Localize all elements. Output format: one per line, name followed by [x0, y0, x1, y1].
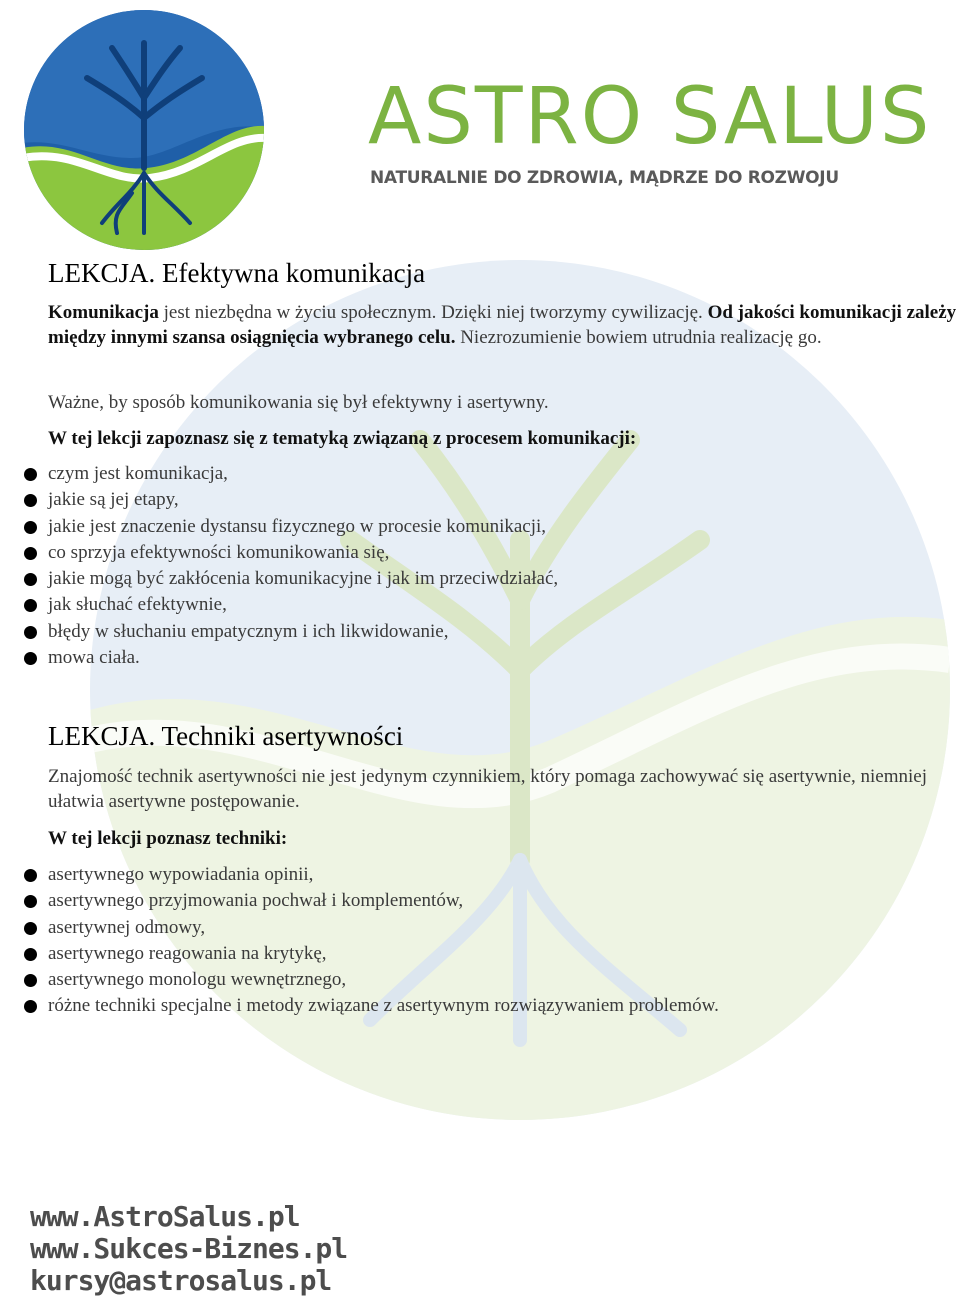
list-item: błędy w słuchaniu empatycznym i ich likwidowanie, — [0, 619, 558, 645]
list-item: jakie jest znaczenie dystansu fizycznego w procesie komunikacji, — [0, 514, 558, 540]
lesson1-intro-text2: Niezrozumienie bowiem utrudnia realizację go. — [455, 327, 822, 348]
lesson1-lead: W tej lekcji zapoznasz się z tematyką związaną z procesem komunikacji: — [48, 428, 637, 449]
lesson1-topic-list — [0, 461, 558, 671]
lesson1-intro-bold2: Od jakości komunikacji zależy między innymi szansa osiągnięcia wybranego celu. — [48, 302, 957, 348]
brand-title: ASTRO SALUS — [368, 72, 932, 162]
lesson1-intro-bold1: Komunikacja — [48, 302, 159, 323]
astro-salus-logo-icon — [22, 8, 266, 252]
list-item: jakie są jej etapy, — [0, 487, 558, 513]
footer-email[interactable]: kursy@astrosalus.pl — [30, 1264, 332, 1297]
list-item: różne techniki specjalne i metody związane z asertywnym rozwiązywaniem problemów. — [0, 993, 719, 1019]
brand-tagline: NATURALNIE DO ZDROWIA, MĄDRZE DO ROZWOJU — [370, 168, 839, 188]
list-item: asertywnego reagowania na krytykę, — [0, 941, 719, 967]
lesson1-intro — [48, 300, 960, 350]
lesson2-technique-list — [0, 862, 719, 1020]
lesson1-heading: LEKCJA. Efektywna komunikacja — [48, 258, 426, 288]
lesson2-heading: LEKCJA. Techniki asertywności — [48, 721, 404, 751]
list-item: czym jest komunikacja, — [0, 461, 558, 487]
list-item: jak słuchać efektywnie, — [0, 592, 558, 618]
list-item: asertywnej odmowy, — [0, 915, 719, 941]
lesson2-intro: Znajomość technik asertywności nie jest jedynym czynnikiem, który pomaga zachowywać się asertywnie, niemniej ułatwia asertywne postępowanie. — [48, 766, 928, 812]
lesson2-lead: W tej lekcji poznasz techniki: — [48, 828, 288, 849]
lesson1-intro-text1: jest niezbędna w życiu społecznym. Dzięki niej tworzymy cywilizację. — [158, 302, 708, 323]
footer-link-astrosalus[interactable]: www.AstroSalus.pl — [30, 1200, 300, 1233]
footer-link-sukces-biznes[interactable]: www.Sukces-Biznes.pl — [30, 1232, 348, 1265]
lesson1-note: Ważne, by sposób komunikowania się był efektywny i asertywny. — [48, 392, 549, 413]
list-item: asertywnego przyjmowania pochwał i komplementów, — [0, 888, 719, 914]
list-item: asertywnego monologu wewnętrznego, — [0, 967, 719, 993]
list-item: jakie mogą być zakłócenia komunikacyjne i jak im przeciwdziałać, — [0, 566, 558, 592]
list-item: co sprzyja efektywności komunikowania się, — [0, 540, 558, 566]
list-item: asertywnego wypowiadania opinii, — [0, 862, 719, 888]
list-item: mowa ciała. — [0, 645, 558, 671]
